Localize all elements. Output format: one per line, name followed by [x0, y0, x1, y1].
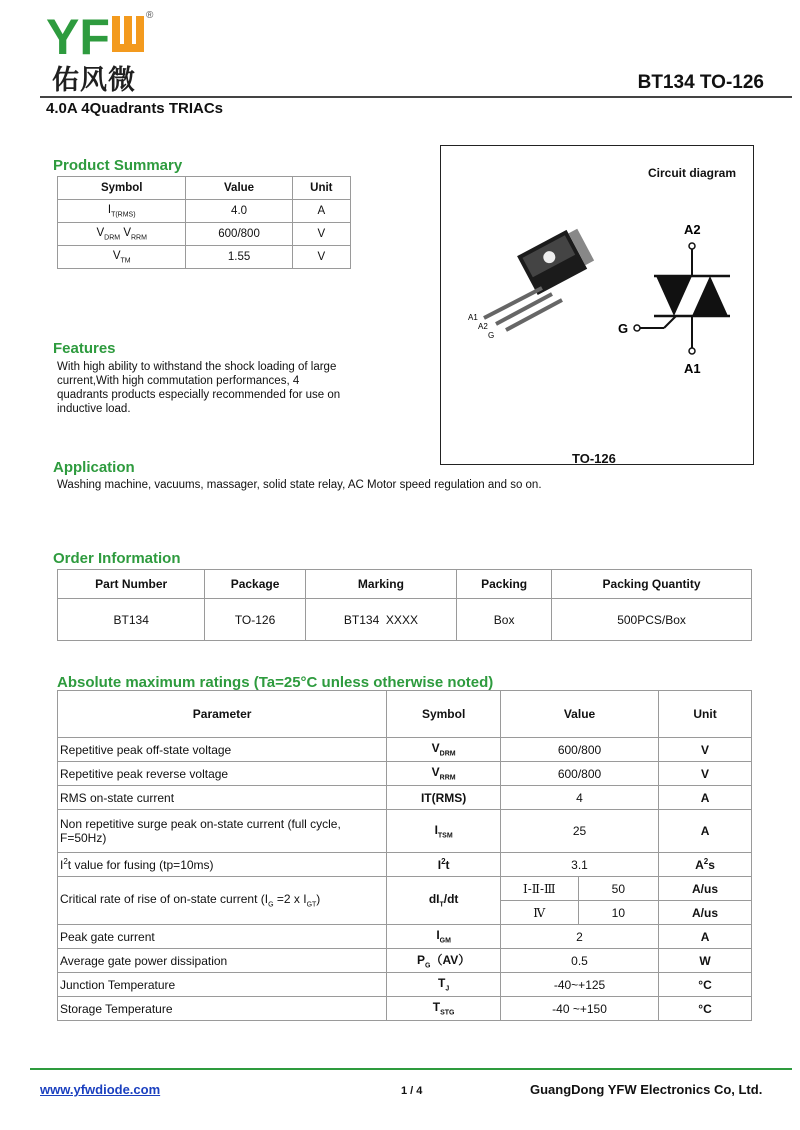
col-header: Symbol [387, 691, 501, 738]
unit-cell: A [292, 200, 350, 223]
application-text: Washing machine, vacuums, massager, solid state relay, AC Motor speed regulation and so on. [57, 479, 542, 491]
param-cell: RMS on-state current [58, 786, 387, 810]
value-cell: -40~+125 [501, 973, 659, 997]
value-cell: 2 [501, 925, 659, 949]
features-text: With high ability to withstand the shock loading of large current,With high commutation performances, 4 quadrants products especially recommended for use on inductive load. [57, 361, 341, 415]
order-info-table [57, 569, 752, 641]
table-row [58, 223, 351, 246]
param-cell: Peak gate current [58, 925, 387, 949]
param-cell: Junction Temperature [58, 973, 387, 997]
product-summary-heading: Product Summary [53, 157, 183, 174]
footer-divider [30, 1068, 792, 1070]
package-cell: TO-126 [205, 599, 305, 641]
col-header: Unit [292, 177, 350, 200]
value-cell: -40 ~+150 [501, 997, 659, 1021]
unit-cell: $A^2s$ [659, 853, 752, 877]
unit-cell: A [659, 786, 752, 810]
col-header: Part Number [58, 570, 205, 599]
col-header: Value [186, 177, 292, 200]
logo-chinese-text: 佑风微 [52, 65, 136, 95]
features-heading: Features [53, 340, 116, 357]
ratings-heading: Absolute maximum ratings (Ta=25°C unless otherwise noted) [57, 674, 494, 691]
table-row [58, 200, 351, 223]
param-cell: $I^2t$ value for fusing (tp=10ms) [58, 853, 387, 877]
value-cell: 600/800 [501, 762, 659, 786]
col-header: Package [205, 570, 305, 599]
company-name: GuangDong YFW Electronics Co, Ltd. [530, 1082, 763, 1097]
ratings-table [57, 690, 752, 1021]
triac-symbol [612, 218, 742, 378]
table-row [58, 877, 752, 901]
symbol-cell: $I_{GM}$ [387, 925, 501, 949]
unit-cell: W [659, 949, 752, 973]
unit-cell: V [292, 246, 350, 269]
pin-label: G [488, 331, 495, 340]
param-cell: Average gate power dissipation [58, 949, 387, 973]
param-cell: Repetitive peak reverse voltage [58, 762, 387, 786]
table-row [58, 997, 752, 1021]
unit-cell: V [659, 738, 752, 762]
symbol-cell: $V_{DRM}$ [387, 738, 501, 762]
package-label: TO-126 [572, 451, 616, 466]
value-cell: 10 [578, 901, 658, 925]
col-header: Packing [457, 570, 552, 599]
svg-text:YF: YF [46, 9, 110, 65]
header-divider [40, 96, 792, 98]
col-header: Symbol [58, 177, 186, 200]
col-header: Unit [659, 691, 752, 738]
col-header: Parameter [58, 691, 387, 738]
product-summary-table [57, 176, 351, 269]
page-number: 1 / 4 [401, 1085, 423, 1097]
col-header: Marking [305, 570, 456, 599]
unit-cell: V [292, 223, 350, 246]
marking-cell: BT134 XXXX [305, 599, 456, 641]
symbol-cell: $P_G(AV)$ [387, 949, 501, 973]
param-cell: Storage Temperature [58, 997, 387, 1021]
param-cell: Non repetitive surge peak on-state current (full cycle, F=50Hz) [58, 810, 387, 853]
value-cell: 1.55 [186, 246, 292, 269]
unit-cell: °C [659, 973, 752, 997]
unit-cell: A [659, 925, 752, 949]
value-cell: 4 [501, 786, 659, 810]
value-cell: 0.5 [501, 949, 659, 973]
order-info-heading: Order Information [53, 550, 181, 567]
col-header: Value [501, 691, 659, 738]
unit-cell: °C [659, 997, 752, 1021]
value-cell: 600/800 [501, 738, 659, 762]
symbol-cell: $V_{TM}$ [58, 246, 186, 269]
symbol-cell: $V_{RRM}$ [387, 762, 501, 786]
unit-cell: A/us [659, 877, 752, 901]
document-title: BT134 TO-126 [637, 72, 764, 93]
table-row [58, 762, 752, 786]
table-row [58, 973, 752, 997]
table-row [58, 925, 752, 949]
value-cell: 50 [578, 877, 658, 901]
circuit-diagram-label: Circuit diagram [648, 166, 737, 180]
terminal-a2-label: A2 [684, 222, 701, 237]
symbol-cell: $dI_T/dt$ [387, 877, 501, 925]
pin-label: A2 [478, 322, 488, 331]
value-cell: 25 [501, 810, 659, 853]
symbol-cell: $T_{STG}$ [387, 997, 501, 1021]
unit-cell: A [659, 810, 752, 853]
value-cell: 3.1 [501, 853, 659, 877]
symbol-cell: $I_{TSM}$ [387, 810, 501, 853]
value-cell: 4.0 [186, 200, 292, 223]
table-row [58, 949, 752, 973]
application-heading: Application [53, 459, 135, 476]
symbol-cell: $V_{DRM}$ $V_{RRM}$ [58, 223, 186, 246]
table-row [58, 246, 351, 269]
unit-cell: A/us [659, 901, 752, 925]
symbol-cell: $I_{T(RMS)}$ [58, 200, 186, 223]
table-row [58, 786, 752, 810]
symbol-cell: $T_J$ [387, 973, 501, 997]
table-row [58, 599, 752, 641]
pin-label: A1 [468, 313, 478, 322]
terminal-g-label: G [618, 321, 629, 336]
quadrant-cell: Ⅳ [501, 901, 579, 925]
value-cell: 600/800 [186, 223, 292, 246]
package-drawing [460, 210, 610, 350]
param-cell: Critical rate of rise of on-state current ($I_G =2$ x $I_{GT}$) [58, 877, 387, 925]
table-row [58, 853, 752, 877]
quadrant-cell: Ⅰ-Ⅱ-Ⅲ [501, 877, 579, 901]
symbol-cell: IT(RMS) [387, 786, 501, 810]
table-row [58, 810, 752, 853]
document-subtitle: 4.0A 4Quadrants TRIACs [46, 100, 223, 117]
param-cell: Repetitive peak off-state voltage [58, 738, 387, 762]
unit-cell: V [659, 762, 752, 786]
packing-cell: Box [457, 599, 552, 641]
col-header: Packing Quantity [552, 570, 752, 599]
registered-mark: ® [146, 10, 154, 21]
table-row [58, 738, 752, 762]
terminal-a1-label: A1 [684, 361, 701, 376]
packing-qty-cell: 500PCS/Box [552, 599, 752, 641]
website-link[interactable]: www.yfwdiode.com [40, 1082, 161, 1097]
part-number-cell: BT134 [58, 599, 205, 641]
symbol-cell: $I^2t$ [387, 853, 501, 877]
